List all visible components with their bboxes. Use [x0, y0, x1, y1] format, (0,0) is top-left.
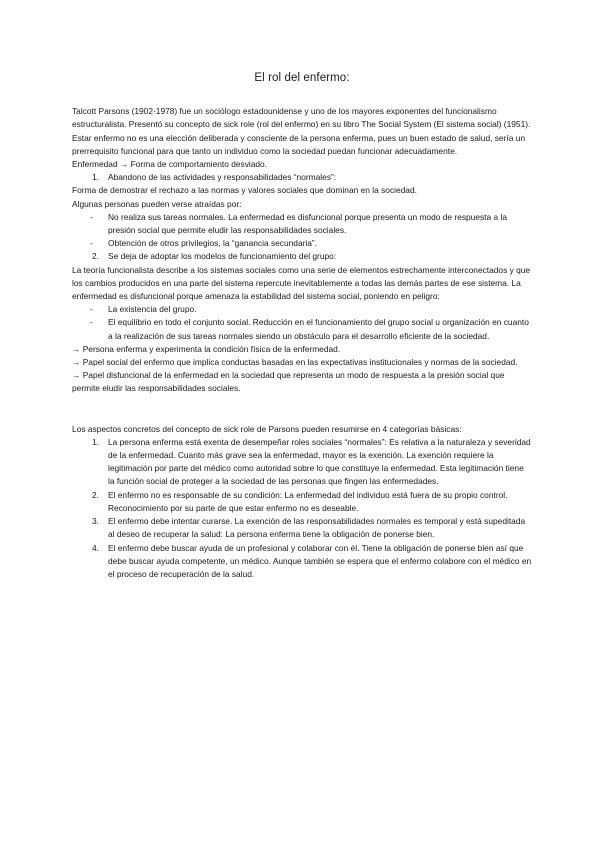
body-paragraph: Forma de demostrar el rechazo a las normas y valores sociales que dominan en la sociedad.	[72, 185, 417, 196]
bullet-item	[72, 211, 532, 237]
document-page	[72, 72, 532, 581]
intro-paragraph: Estar enfermo no es una elección deliberada y consciente de la persona enferma, pues un buen estado de salud, sería un prerrequisito funcional para que tanto un individuo como la sociedad puedan funcionar adecuadamente.	[72, 132, 526, 156]
point-text: Abandono de las actividades y responsabilidades “normales”:	[108, 172, 337, 183]
dash-bullet: -	[90, 304, 93, 315]
bullet-text: El equilibrio en todo el conjunto social. Reducción en el funcionamiento del grupo social u organización en cuanto a la realización de sus tareas normales siendo un obstáculo para el desarrollo eficiente de la sociedad.	[108, 317, 529, 341]
list-number: 1.	[92, 172, 99, 183]
list-number: 3.	[92, 516, 99, 527]
aspect-text: El enfermo no es responsable de su condición: La enfermedad del individuo está fuera de su propio control. Reconocimiento por su parte de que estar enfermo no es deseable.	[108, 489, 508, 513]
aspect-item	[72, 489, 532, 515]
list-number: 4.	[92, 542, 99, 553]
list-number: 2.	[92, 251, 99, 262]
arrow-line: → Persona enferma y experimenta la condición física de la enfermedad.	[72, 343, 341, 354]
dash-bullet: -	[90, 317, 93, 328]
list-number: 1.	[92, 436, 99, 447]
body-paragraph: La teoría funcionalista describe a los sistemas sociales como una serie de elementos estrechamente interconectados y que los cambios producidos en una parte del sistema repercute inevitablemente a todas las demás partes de ese sistema. La enfermedad es disfuncional porque amenaza la estabilidad del sistema social, poniendo en peligro:	[72, 264, 531, 302]
dash-bullet: -	[90, 238, 93, 249]
section-gap	[72, 396, 532, 423]
bullet-item	[72, 303, 532, 316]
point-text: Se deja de adoptar los modelos de funcionamiento del grupo:	[108, 251, 337, 262]
aspect-item	[72, 542, 532, 582]
numbered-point	[72, 250, 532, 263]
numbered-point	[72, 171, 532, 184]
bullet-item	[72, 316, 532, 342]
body-paragraph: Algunas personas pueden verse atraídas por:	[72, 198, 242, 209]
aspect-text: El enfermo debe buscar ayuda de un profesional y colaborar con él. Tiene la obligación de ponerse bien así que debe buscar ayuda competente, un médico. Aunque también se espera que el enfermo colabore con el médico en el proceso de recuperación de la salud.	[108, 542, 532, 579]
bullet-text: Obtención de otros privilegios, la “ganancia secundaria”.	[108, 238, 318, 249]
arrow-line: → Papel disfuncional de la enfermedad en la sociedad que representa un modo de respuesta a la presión social que permite eludir las responsabilidades sociales.	[72, 370, 505, 394]
intro-paragraph: Talcott Parsons (1902-1978) fue un sociólogo estadounidense y uno de los mayores exponentes del funcionalismo estructuralista. Presentó su concepto de sick role (rol del enfermo) en su libro The Social System (El sistema social) (1951).	[72, 106, 531, 130]
aspect-item	[72, 515, 532, 541]
aspect-item	[72, 436, 532, 489]
list-number: 2.	[92, 489, 99, 500]
arrow-line: → Papel social del enfermo que implica conductas basadas en las expectativas institucionales y normas de la sociedad.	[72, 357, 518, 368]
bullet-text: La existencia del grupo.	[108, 304, 197, 315]
intro-paragraph: Enfermedad → Forma de comportamiento desviado.	[72, 159, 268, 170]
bullet-text: No realiza sus tareas normales. La enfermedad es disfuncional porque presenta un modo de respuesta a la presión social que permite eludir las responsabilidades sociales.	[108, 211, 507, 236]
bullet-item	[72, 237, 532, 250]
aspect-text: La persona enferma está exenta de desempeñar roles sociales “normales”: Es relativa a la naturaleza y severidad de la enfermedad. Cuanto más grave sea la enfermedad, mayor es la exención. La exención requiere la legitimación por parte del médico como autoridad sobre lo que constituye la enfermedad. Esta legitimación tiene la función social de proteger a la sociedad de las personas que fingen las enfermedades.	[108, 436, 531, 487]
dash-bullet: -	[90, 211, 93, 222]
aspect-text: El enfermo debe intentar curarse. La exención de las responsabilidades normales es temporal y está supeditada al deseo de recuperar la salud: La persona enferma tiene la obligación de ponerse bien.	[108, 516, 526, 540]
aspects-intro: Los aspectos concretos del concepto de sick role de Parsons pueden resumirse en 4 categorías básicas:	[72, 423, 462, 434]
document-title: El rol del enfermo:	[254, 72, 350, 84]
